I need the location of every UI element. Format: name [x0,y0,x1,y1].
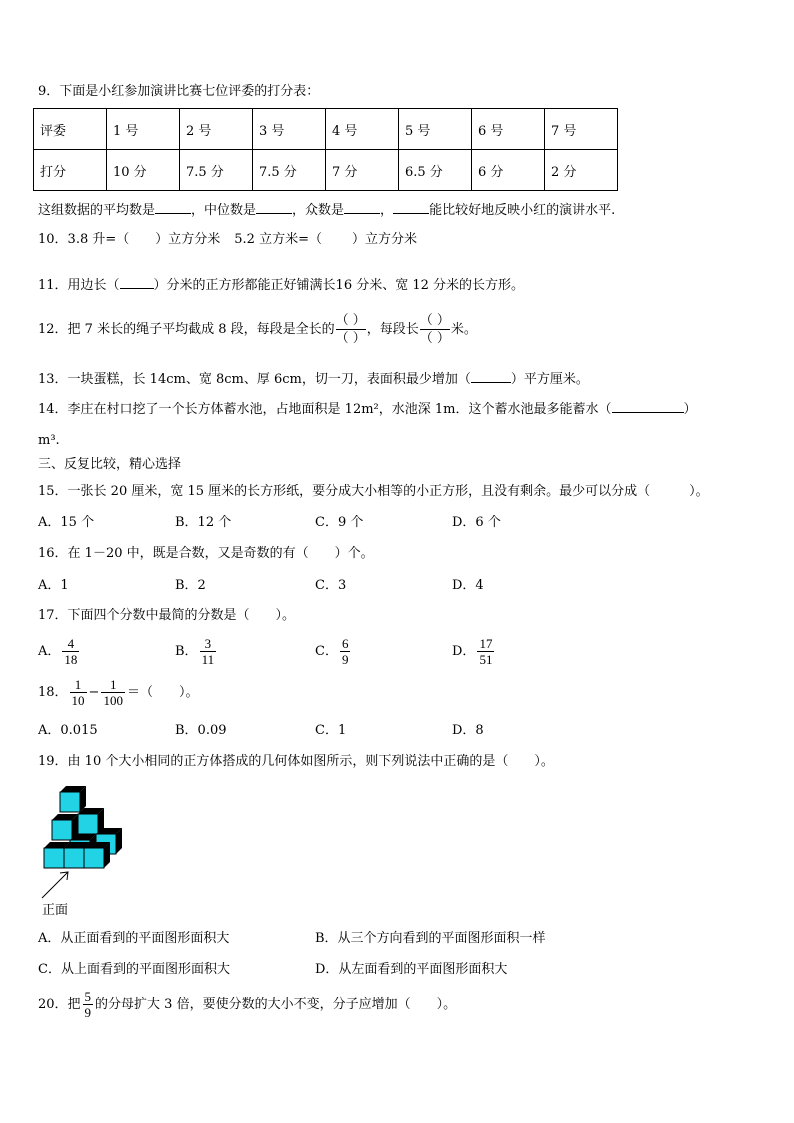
q18-option-c[interactable]: C．1 [315,723,347,738]
fraction [340,636,351,667]
fraction-blank[interactable] [420,312,450,347]
q10 [38,231,417,249]
front-label: 正面 [42,903,69,918]
q17-option-d[interactable] [452,635,496,669]
q16-option-a[interactable]: A．1 [38,578,69,593]
option-label: C． [315,644,338,659]
q10-text: ）立方分米 [351,232,417,247]
fraction [83,989,94,1020]
q19-option-a[interactable]: A．从正面看到的平面图形面积大 [38,931,230,946]
answer-blank[interactable] [612,399,684,413]
answer-blank[interactable] [471,369,511,383]
fraction [101,677,125,708]
q19-stem: 19．由 10 个大小相同的正方体搭成的几何体如图所示，则下列说法中正确的是（ ）。 [38,754,554,769]
table-cell: 10 分 [107,150,180,191]
q17-option-a[interactable] [38,635,81,669]
table-row [34,109,618,150]
q14-text: ） [683,402,697,417]
q9-text: ， [380,203,394,218]
table-cell: 6 号 [472,109,545,150]
frac-den: 9 [341,652,349,667]
cube-figure [38,780,138,900]
q15-stem: 15．一张长 20 厘米，宽 15 厘米的长方形纸，要分成大小相等的小正方形，且没有剩余。最少可以分成（ ）。 [38,484,709,499]
q9-title: 9．下面是小红参加演讲比赛七位评委的打分表： [38,84,320,99]
section-heading: 三、反复比较，精心选择 [38,457,182,472]
q14-unit: m³. [38,433,60,448]
q16-option-c[interactable]: C．3 [315,578,347,593]
q18-option-b[interactable]: B．0.09 [175,723,227,738]
table-cell: 2 分 [545,150,618,191]
q20-text: 的分母扩大 3 倍，要使分数的大小不变，分子应增加（ ）。 [95,997,457,1012]
answer-blank[interactable] [120,275,154,289]
table-cell: 7.5 分 [253,150,326,191]
q12-text: ，每段长 [366,322,419,337]
q14 [38,399,697,419]
q11-text: 11．用边长（ [38,278,120,293]
option-label: D． [452,644,476,659]
table-cell: 评委 [34,109,107,150]
table-cell: 打分 [34,150,107,191]
frac-num: 1 [74,677,82,692]
q15-option-a[interactable]: A．15 个 [38,515,95,530]
q11-text: ）分米的正方形都能正好铺满长16 分米、宽 12 分米的长方形。 [153,278,525,293]
q16-option-d[interactable]: D．4 [452,578,484,593]
q13-text: ）平方厘米。 [510,372,589,387]
q15-option-c[interactable]: C．9 个 [315,515,364,530]
q13-text: 13．一块蛋糕，长 14cm、宽 8cm、厚 6cm，切一刀，表面积最少增加（ [38,372,471,387]
fraction-blank[interactable] [336,312,366,347]
q10-text: 5.2 立方米=（ [234,232,322,247]
q10-text: 10．3.8 升=（ [38,232,130,247]
table-cell: 6 分 [472,150,545,191]
frac-num: 4 [67,636,75,651]
q17-stem: 17．下面四个分数中最简的分数是（ ）。 [38,608,296,623]
table-cell: 2 号 [180,109,253,150]
q19-option-c[interactable]: C．从上面看到的平面图形面积大 [38,962,230,977]
q9-text: 能比较好地反映小红的演讲水平. [429,203,616,218]
q19-option-b[interactable]: B．从三个方向看到的平面图形面积一样 [315,931,546,946]
q17-option-b[interactable] [175,635,218,669]
frac-den: 9 [84,1005,92,1020]
table-cell: 7.5 分 [180,150,253,191]
q12 [38,310,477,350]
frac-den: 100 [103,693,123,708]
q20-text: 20．把 [38,997,81,1012]
table-row [34,150,618,191]
answer-blank[interactable] [393,200,429,214]
fraction [200,636,217,667]
table-cell: 7 分 [326,150,399,191]
option-label: A． [38,644,61,659]
fraction [477,636,494,667]
q16-stem: 16．在 1－20 中，既是合数，又是奇数的有（ ）个。 [38,546,374,561]
frac-den: 10 [71,693,85,708]
q14-text: 14．李庄在村口挖了一个长方体蓄水池，占地面积是 12m²，水池深 1m．这个蓄水池最多能蓄水（ [38,402,612,417]
frac-den: （ ） [419,331,450,346]
frac-den: （ ） [335,331,366,346]
frac-num: （ ） [419,313,450,328]
q19-option-d[interactable]: D．从左面看到的平面图形面积大 [315,962,508,977]
q9-text: ，众数是 [292,203,345,218]
q11 [38,275,524,295]
q15-option-d[interactable]: D．6 个 [452,515,501,530]
table-cell: 3 号 [253,109,326,150]
table-cell: 4 号 [326,109,399,150]
frac-den: 18 [64,652,78,667]
q20-stem [38,988,456,1022]
q18-option-a[interactable]: A．0.015 [38,723,98,738]
score-table [33,108,618,191]
q9-text: 这组数据的平均数是 [38,203,156,218]
table-cell: 5 号 [399,109,472,150]
q15-option-b[interactable]: B．12 个 [175,515,232,530]
q12-text: 12．把 7 米长的绳子平均截成 8 段，每段是全长的 [38,322,335,337]
answer-blank[interactable] [256,200,292,214]
q9-text: ，中位数是 [191,203,257,218]
q9-blanks-line [38,200,615,220]
frac-num: 6 [341,636,349,651]
minus-sign: − [88,685,100,700]
q12-text: 米。 [450,322,477,337]
q18-number: 18． [38,685,68,700]
frac-den: 51 [479,652,493,667]
q10-text: ）立方分米 [155,232,221,247]
table-cell: 1 号 [107,109,180,150]
fraction [62,636,79,667]
frac-den: 11 [201,652,215,667]
q18-option-d[interactable]: D．8 [452,723,484,738]
frac-num: 1 [109,677,117,692]
frac-num: 3 [204,636,212,651]
q13 [38,369,589,389]
frac-num: （ ） [335,313,366,328]
q16-option-b[interactable]: B．2 [175,578,206,593]
frac-num: 5 [84,989,92,1004]
q17-option-c[interactable] [315,635,352,669]
table-cell: 6.5 分 [399,150,472,191]
answer-blank[interactable] [344,200,380,214]
table-cell: 7 号 [545,109,618,150]
answer-blank[interactable] [155,200,191,214]
q18-stem [38,676,198,710]
option-label: B． [175,644,198,659]
frac-num: 17 [479,636,493,651]
fraction [70,677,87,708]
q18-text: ＝（ ）。 [126,685,199,700]
